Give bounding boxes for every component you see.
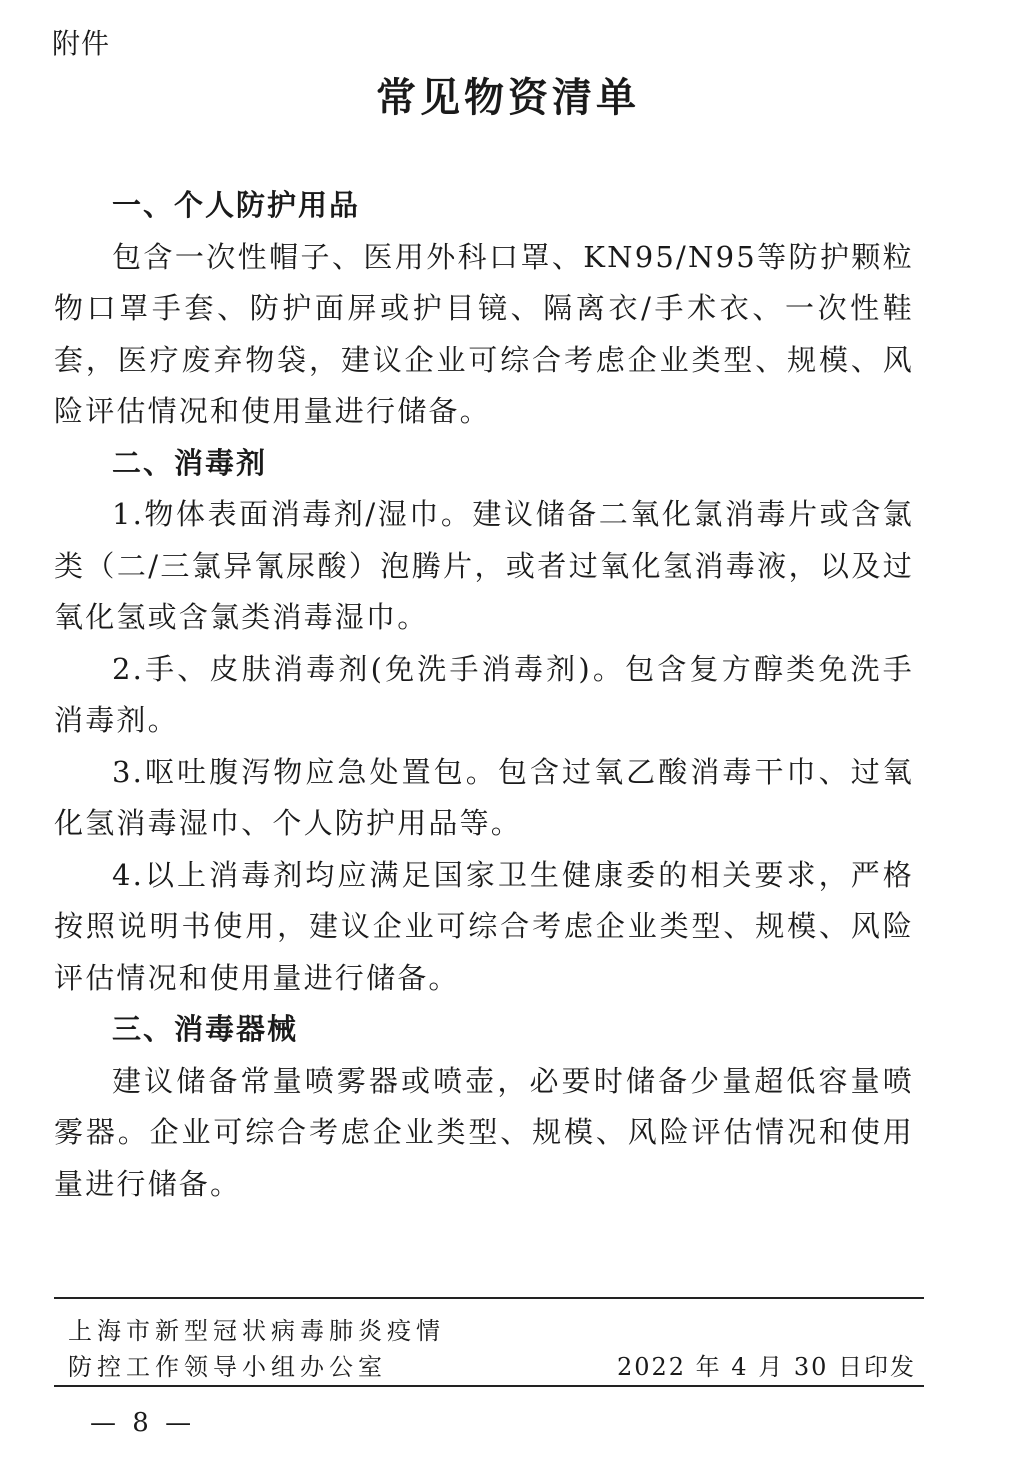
issuer-name-line1: 上海市新型冠状病毒肺炎疫情 [68,1317,445,1345]
issuance-footer [54,1297,924,1387]
section-paragraph: 2.手、皮肤消毒剂(免洗手消毒剂)。包含复方醇类免洗手消毒剂。 [54,651,914,737]
section-paragraph: 1.物体表面消毒剂/湿巾。建议储备二氧化氯消毒片或含氯类（二/三氯异氰尿酸）泡腾片，或者过氧化氢消毒液，以及过氧化氢或含氯类消毒湿巾。 [54,497,914,634]
section-heading-equipment: 三、消毒器械 [112,1012,299,1046]
section-paragraph: 4.以上消毒剂均应满足国家卫生健康委的相关要求，严格按照说明书使用，建议企业可综合考虑企业类型、规模、风险评估情况和使用量进行储备。 [54,857,914,995]
issuer-name-line2: 防控工作领导小组办公室 [68,1353,387,1381]
page-number: — 8 — [90,1408,196,1438]
section-paragraph: 建议储备常量喷雾器或喷壶，必要时储备少量超低容量喷雾器。企业可综合考虑企业类型、规模、风险评估情况和使用量进行储备。 [54,1063,914,1201]
issue-date: 2022 年 4 月 30 日印发 [616,1353,916,1381]
section-heading-disinfectants: 二、消毒剂 [112,445,268,480]
section-heading-ppe: 一、个人防护用品 [112,188,361,222]
section-paragraph: 包含一次性帽子、医用外科口罩、KN95/N95等防护颗粒物口罩手套、防护面屏或护目镜、隔离衣/手术衣、一次性鞋套，医疗废弃物袋，建议企业可综合考虑企业类型、规模、风险评估情况和使用量进行储备。 [54,239,914,428]
document-body [54,180,914,1210]
attachment-label: 附件 [52,27,111,60]
section-paragraph: 3.呕吐腹泻物应急处置包。包含过氧乙酸消毒干巾、过氧化氢消毒湿巾、个人防护用品等。 [54,754,914,840]
page-title: 常见物资清单 [376,75,640,121]
